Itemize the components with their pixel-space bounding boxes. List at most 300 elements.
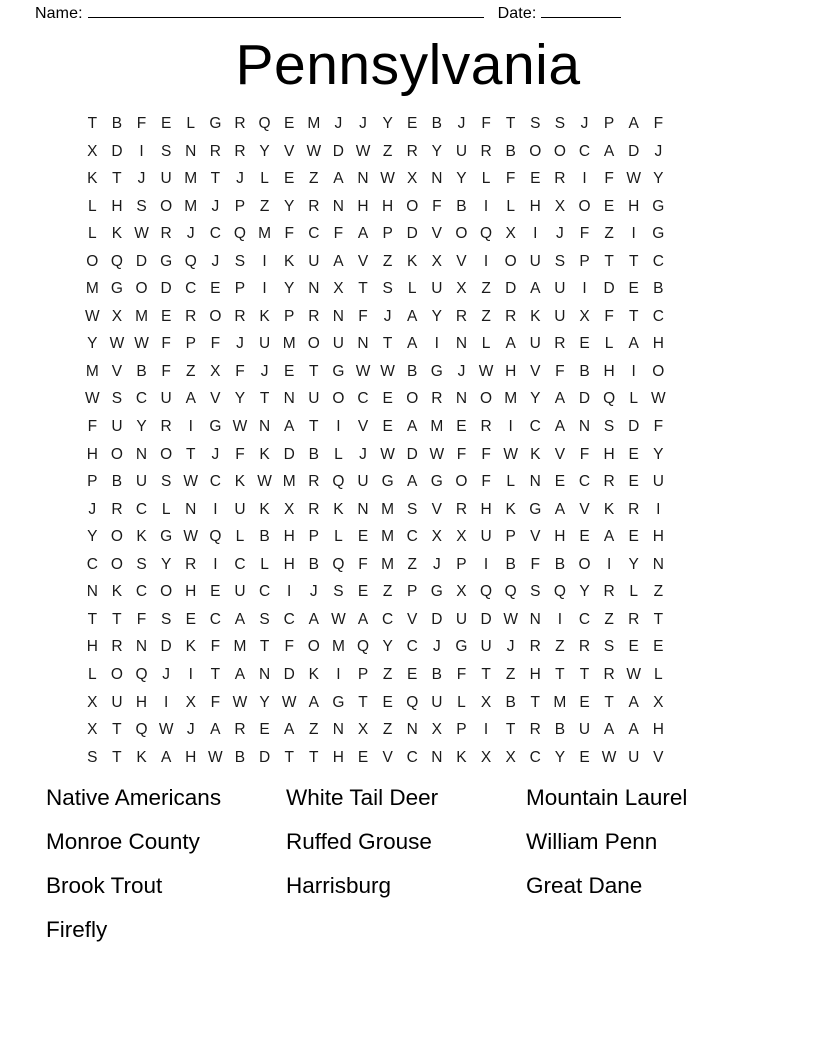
grid-cell[interactable]: M [504,390,518,408]
grid-cell[interactable]: F [579,445,590,463]
grid-cell[interactable]: L [235,528,245,546]
grid-cell[interactable]: C [86,555,98,573]
grid-cell[interactable]: I [508,418,513,436]
grid-cell[interactable]: T [309,418,319,436]
grid-cell[interactable]: J [211,445,220,463]
grid-cell[interactable]: H [480,500,492,518]
grid-cell[interactable]: E [628,638,639,656]
grid-cell[interactable]: A [407,473,418,491]
grid-cell[interactable]: T [604,252,614,270]
grid-cell[interactable]: M [553,693,567,711]
grid-cell[interactable]: O [578,555,591,573]
grid-cell[interactable]: E [259,721,270,739]
grid-cell[interactable]: F [161,362,171,380]
word-list-item[interactable]: Firefly [46,916,108,942]
grid-cell[interactable]: V [382,748,393,766]
grid-cell[interactable]: G [430,362,443,380]
grid-cell[interactable]: I [483,555,489,573]
grid-cell[interactable]: M [233,638,247,656]
grid-cell[interactable]: R [455,500,468,518]
grid-cell[interactable]: Q [480,225,493,243]
grid-cell[interactable]: R [529,638,541,656]
grid-cell[interactable]: K [284,252,295,270]
grid-cell[interactable]: E [284,170,295,188]
grid-cell[interactable]: B [505,555,516,573]
grid-cell[interactable]: D [406,445,418,463]
grid-cell[interactable]: H [283,528,295,546]
grid-cell[interactable]: E [407,665,418,683]
grid-cell[interactable]: H [283,555,295,573]
grid-cell[interactable]: T [604,693,614,711]
grid-cell[interactable]: J [383,307,392,325]
grid-cell[interactable]: U [431,693,443,711]
grid-cell[interactable]: F [604,307,614,325]
grid-cell[interactable]: R [554,170,566,188]
grid-cell[interactable]: L [87,225,97,243]
grid-cell[interactable]: Y [87,335,98,353]
grid-cell[interactable]: O [578,197,591,215]
grid-cell[interactable]: A [603,142,615,160]
grid-cell[interactable]: K [234,473,246,491]
grid-cell[interactable]: E [382,390,393,408]
grid-cell[interactable]: R [234,115,246,133]
grid-cell[interactable]: K [530,307,541,325]
word-list-item[interactable]: Great Dane [526,872,643,898]
grid-cell[interactable]: D [332,142,344,160]
grid-cell[interactable]: T [555,665,565,683]
grid-cell[interactable]: Y [136,418,147,436]
grid-cell[interactable]: W [281,693,297,711]
grid-cell[interactable]: B [554,555,566,573]
grid-cell[interactable]: F [481,445,491,463]
grid-cell[interactable]: L [334,528,343,546]
grid-cell[interactable]: Q [209,528,222,546]
word-list-item[interactable]: White Tail Deer [286,784,439,810]
grid-cell[interactable]: F [284,225,294,243]
grid-cell[interactable]: O [553,142,566,160]
grid-cell[interactable]: L [407,280,417,298]
grid-cell[interactable]: K [185,638,196,656]
grid-cell[interactable]: W [232,418,248,436]
grid-cell[interactable]: P [407,583,418,601]
grid-cell[interactable]: J [457,115,466,133]
word-list-item[interactable]: William Penn [526,828,658,854]
grid-cell[interactable]: D [628,142,640,160]
grid-cell[interactable]: R [111,638,123,656]
grid-cell[interactable]: P [308,528,319,546]
grid-cell[interactable]: J [334,115,343,133]
grid-cell[interactable]: R [185,555,197,573]
grid-cell[interactable]: Q [332,555,345,573]
grid-cell[interactable]: A [628,693,639,711]
grid-cell[interactable]: F [505,170,516,188]
grid-cell[interactable]: V [579,500,590,518]
grid-cell[interactable]: B [579,362,590,380]
grid-cell[interactable]: O [135,280,148,298]
grid-cell[interactable]: I [188,418,193,436]
grid-cell[interactable]: H [382,197,394,215]
grid-cell[interactable]: R [603,583,615,601]
grid-cell[interactable]: Y [259,142,270,160]
grid-cell[interactable]: C [529,418,541,436]
grid-cell[interactable]: Q [553,583,566,601]
grid-cell[interactable]: N [135,638,148,656]
grid-cell[interactable]: W [183,528,199,546]
grid-cell[interactable]: M [430,418,444,436]
grid-cell[interactable]: C [578,610,591,628]
grid-cell[interactable]: X [210,362,221,380]
grid-cell[interactable]: N [258,418,271,436]
grid-cell[interactable]: Q [332,473,345,491]
grid-cell[interactable]: W [626,665,642,683]
grid-cell[interactable]: Y [87,528,98,546]
grid-cell[interactable]: E [160,115,172,133]
grid-cell[interactable]: R [234,721,246,739]
grid-cell[interactable]: K [136,748,147,766]
grid-cell[interactable]: T [628,252,639,270]
grid-cell[interactable]: P [234,280,246,298]
grid-cell[interactable]: H [332,748,344,766]
grid-cell[interactable]: S [603,418,615,436]
grid-cell[interactable]: Z [382,142,393,160]
grid-cell[interactable]: T [505,115,516,133]
grid-cell[interactable]: X [284,500,295,518]
grid-cell[interactable]: C [406,748,418,766]
grid-cell[interactable]: R [578,638,591,656]
grid-cell[interactable]: E [382,418,393,436]
grid-cell[interactable]: X [505,225,516,243]
word-list-item[interactable]: Ruffed Grouse [286,828,432,854]
grid-cell[interactable]: D [160,280,172,298]
grid-cell[interactable]: Y [653,445,664,463]
grid-cell[interactable]: V [554,445,566,463]
grid-cell[interactable]: A [603,528,615,546]
grid-cell[interactable]: J [236,335,244,353]
grid-cell[interactable]: S [160,610,172,628]
grid-cell[interactable]: I [336,418,341,436]
grid-cell[interactable]: Q [504,583,517,601]
grid-cell[interactable]: I [139,142,144,160]
grid-cell[interactable]: K [87,170,98,188]
grid-cell[interactable]: D [258,748,271,766]
grid-cell[interactable]: W [331,610,346,628]
grid-cell[interactable]: O [160,445,173,463]
grid-cell[interactable]: Y [259,693,270,711]
grid-cell[interactable]: J [211,197,220,215]
grid-cell[interactable]: A [185,390,196,408]
grid-cell[interactable]: E [210,583,221,601]
grid-cell[interactable]: N [455,390,468,408]
grid-cell[interactable]: O [160,583,173,601]
grid-cell[interactable]: W [503,610,518,628]
grid-cell[interactable]: F [235,445,245,463]
grid-cell[interactable]: C [135,583,148,601]
grid-cell[interactable]: N [455,335,468,353]
grid-cell[interactable]: B [505,142,516,160]
grid-cell[interactable]: G [430,583,443,601]
grid-cell[interactable]: U [258,335,271,353]
grid-cell[interactable]: S [136,555,147,573]
grid-cell[interactable]: S [530,115,541,133]
grid-cell[interactable]: K [505,500,516,518]
grid-cell[interactable]: E [456,418,467,436]
grid-cell[interactable]: P [284,307,295,325]
grid-cell[interactable]: U [529,335,541,353]
grid-cell[interactable]: F [210,335,221,353]
grid-cell[interactable]: D [480,610,492,628]
grid-cell[interactable]: F [653,418,664,436]
grid-cell[interactable]: I [262,252,267,270]
grid-cell[interactable]: E [628,280,639,298]
grid-cell[interactable]: F [235,362,245,380]
grid-cell[interactable]: H [554,528,566,546]
grid-cell[interactable]: H [652,335,664,353]
grid-cell[interactable]: Q [480,583,493,601]
grid-cell[interactable]: M [258,225,272,243]
grid-cell[interactable]: C [135,500,148,518]
grid-cell[interactable]: X [554,197,566,215]
grid-cell[interactable]: C [652,252,664,270]
grid-cell[interactable]: S [382,280,393,298]
grid-cell[interactable]: C [382,610,394,628]
grid-cell[interactable]: K [111,225,123,243]
grid-cell[interactable]: A [554,500,566,518]
grid-cell[interactable]: D [603,280,615,298]
letter-grid[interactable] [80,110,740,771]
grid-cell[interactable]: O [480,390,493,408]
grid-cell[interactable]: W [134,225,149,243]
grid-cell[interactable]: L [260,555,269,573]
grid-cell[interactable]: W [84,307,100,325]
grid-cell[interactable]: W [306,142,322,160]
grid-cell[interactable]: M [85,280,99,298]
grid-cell[interactable]: Z [555,638,565,656]
grid-cell[interactable]: K [603,500,615,518]
grid-cell[interactable]: O [110,445,123,463]
grid-cell[interactable]: A [333,252,344,270]
grid-cell[interactable]: O [110,555,123,573]
grid-cell[interactable]: Y [160,555,172,573]
grid-cell[interactable]: E [382,693,393,711]
grid-cell[interactable]: U [111,693,123,711]
grid-cell[interactable]: E [160,307,172,325]
grid-cell[interactable]: I [582,170,587,188]
grid-cell[interactable]: S [554,252,566,270]
grid-cell[interactable]: X [431,252,442,270]
grid-cell[interactable]: E [357,748,369,766]
grid-cell[interactable]: R [603,473,615,491]
grid-cell[interactable]: R [529,721,541,739]
grid-cell[interactable]: R [308,500,320,518]
grid-cell[interactable]: U [308,252,320,270]
grid-cell[interactable]: F [456,665,467,683]
grid-cell[interactable]: L [654,665,663,683]
grid-cell[interactable]: A [603,721,615,739]
grid-cell[interactable]: A [628,115,639,133]
grid-cell[interactable]: Y [284,197,295,215]
grid-cell[interactable]: N [406,721,418,739]
grid-cell[interactable]: L [506,473,515,491]
grid-cell[interactable]: E [653,638,664,656]
grid-cell[interactable]: C [308,225,320,243]
grid-cell[interactable]: M [184,170,198,188]
grid-cell[interactable]: A [234,610,246,628]
grid-cell[interactable]: Q [184,252,197,270]
grid-cell[interactable]: A [234,665,246,683]
grid-cell[interactable]: K [111,583,123,601]
grid-cell[interactable]: C [406,638,418,656]
grid-cell[interactable]: J [654,142,663,160]
grid-cell[interactable]: T [112,170,122,188]
grid-cell[interactable]: G [529,500,542,518]
grid-cell[interactable]: I [483,252,489,270]
grid-cell[interactable]: A [554,390,566,408]
grid-cell[interactable]: X [456,280,467,298]
grid-cell[interactable]: K [456,748,467,766]
grid-cell[interactable]: R [234,142,246,160]
grid-cell[interactable]: R [603,665,615,683]
grid-cell[interactable]: A [160,748,172,766]
grid-cell[interactable]: Y [431,307,442,325]
grid-cell[interactable]: A [284,418,295,436]
grid-cell[interactable]: W [355,142,371,160]
grid-cell[interactable]: X [111,307,123,325]
grid-cell[interactable]: O [455,473,468,491]
grid-cell[interactable]: E [628,528,639,546]
grid-cell[interactable]: Z [407,555,417,573]
grid-cell[interactable]: N [135,445,148,463]
grid-cell[interactable]: X [579,307,590,325]
grid-cell[interactable]: U [357,473,369,491]
grid-cell[interactable]: I [483,197,489,215]
word-list-item[interactable]: Monroe County [46,828,200,854]
grid-cell[interactable]: C [357,390,369,408]
grid-cell[interactable]: N [86,583,98,601]
grid-cell[interactable]: B [234,748,246,766]
grid-cell[interactable]: C [209,225,221,243]
grid-cell[interactable]: J [186,225,195,243]
grid-cell[interactable]: N [529,473,541,491]
grid-cell[interactable]: C [652,307,664,325]
grid-cell[interactable]: T [112,610,122,628]
grid-cell[interactable]: B [554,721,566,739]
grid-cell[interactable]: W [109,335,125,353]
grid-cell[interactable]: O [455,225,468,243]
grid-cell[interactable]: N [332,197,344,215]
grid-cell[interactable]: M [307,115,321,133]
grid-cell[interactable]: I [533,225,538,243]
grid-cell[interactable]: Y [234,390,246,408]
grid-cell[interactable]: Q [110,252,123,270]
grid-cell[interactable]: R [628,500,640,518]
grid-cell[interactable]: B [431,115,442,133]
grid-cell[interactable]: H [86,445,98,463]
grid-cell[interactable]: Z [653,583,664,601]
grid-cell[interactable]: U [431,280,443,298]
grid-cell[interactable]: Z [309,170,319,188]
grid-cell[interactable]: R [480,142,492,160]
grid-cell[interactable]: T [628,307,639,325]
word-list-item[interactable]: Mountain Laurel [526,784,688,810]
grid-cell[interactable]: G [455,638,468,656]
grid-cell[interactable]: K [259,307,270,325]
grid-cell[interactable]: T [210,170,221,188]
grid-cell[interactable]: O [332,390,345,408]
grid-cell[interactable]: J [580,115,589,133]
grid-cell[interactable]: L [629,583,639,601]
grid-cell[interactable]: H [135,693,148,711]
grid-cell[interactable]: N [185,500,197,518]
grid-cell[interactable]: T [579,665,590,683]
grid-cell[interactable]: T [87,610,98,628]
grid-cell[interactable]: H [529,665,541,683]
grid-cell[interactable]: L [161,500,171,518]
grid-cell[interactable]: U [578,721,591,739]
grid-cell[interactable]: O [110,665,123,683]
grid-cell[interactable]: R [160,418,172,436]
grid-cell[interactable]: Y [579,583,590,601]
grid-cell[interactable]: C [529,748,541,766]
grid-cell[interactable]: S [259,610,270,628]
grid-cell[interactable]: G [209,115,222,133]
grid-cell[interactable]: W [380,445,395,463]
grid-cell[interactable]: J [236,170,244,188]
grid-cell[interactable]: V [284,142,295,160]
grid-cell[interactable]: B [111,473,123,491]
grid-cell[interactable]: W [134,335,149,353]
grid-cell[interactable]: P [357,665,369,683]
grid-cell[interactable]: D [283,665,295,683]
grid-cell[interactable]: A [407,307,418,325]
grid-cell[interactable]: U [480,528,492,546]
grid-cell[interactable]: X [480,693,492,711]
grid-cell[interactable]: K [333,500,344,518]
grid-cell[interactable]: G [332,362,345,380]
grid-cell[interactable]: A [210,721,221,739]
grid-cell[interactable]: X [431,721,442,739]
grid-cell[interactable]: W [429,445,445,463]
grid-cell[interactable]: K [407,252,418,270]
grid-cell[interactable]: K [308,665,319,683]
grid-cell[interactable]: F [555,362,565,380]
grid-cell[interactable]: V [407,610,418,628]
grid-cell[interactable]: W [232,693,248,711]
grid-cell[interactable]: W [503,445,518,463]
grid-cell[interactable]: H [603,445,615,463]
grid-cell[interactable]: B [308,445,319,463]
grid-cell[interactable]: P [234,197,246,215]
grid-cell[interactable]: R [628,610,640,628]
grid-cell[interactable]: O [307,638,320,656]
grid-cell[interactable]: T [284,748,294,766]
grid-cell[interactable]: J [186,721,195,739]
grid-cell[interactable]: S [234,252,246,270]
grid-cell[interactable]: N [357,500,369,518]
grid-cell[interactable]: Z [382,665,393,683]
grid-cell[interactable]: M [282,473,296,491]
grid-cell[interactable]: X [87,721,98,739]
grid-cell[interactable]: N [529,610,541,628]
grid-cell[interactable]: W [626,170,642,188]
grid-cell[interactable]: F [481,473,491,491]
grid-cell[interactable]: L [481,335,491,353]
grid-cell[interactable]: C [185,280,197,298]
grid-cell[interactable]: C [578,473,591,491]
grid-cell[interactable]: G [160,528,173,546]
grid-cell[interactable]: L [481,170,491,188]
grid-cell[interactable]: U [160,170,172,188]
grid-cell[interactable]: I [557,610,563,628]
